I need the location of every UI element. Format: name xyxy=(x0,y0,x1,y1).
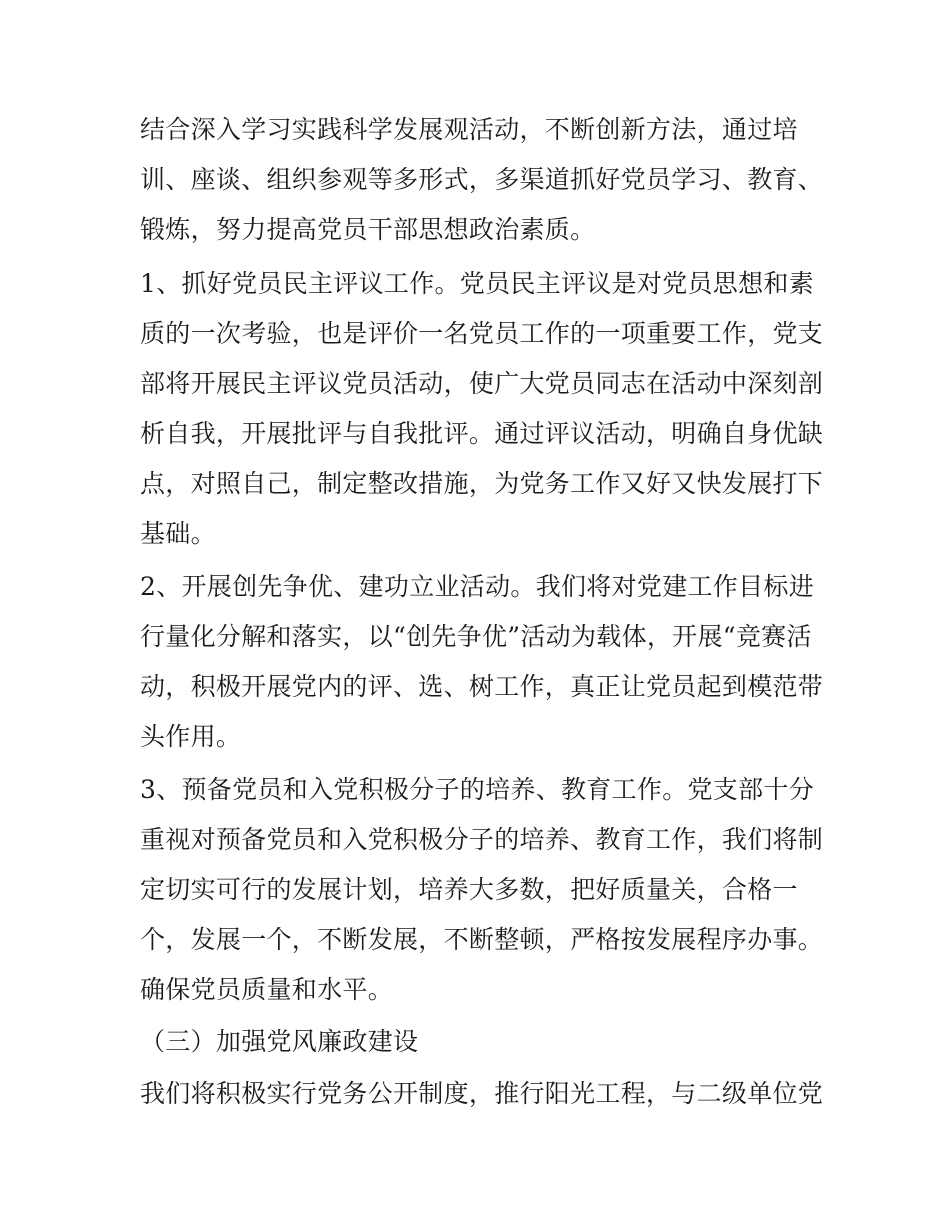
text-line-2: 训、座谈、组织参观等多形式，多渠道抓好党员学习、教育、 xyxy=(140,165,824,194)
text-line-6: 部将开展民主评议党员活动，使广大党员同志在活动中深刻剖 xyxy=(140,369,824,398)
text-line-16: 定切实可行的发展计划，培养大多数，把好质量关，合格一 xyxy=(140,875,798,904)
text-line-13: 头作用。 xyxy=(140,722,242,751)
text-line-8: 点，对照自己，制定整改措施，为党务工作又好又快发展打下 xyxy=(140,469,824,498)
text-line-18: 确保党员质量和水平。 xyxy=(140,975,394,1004)
text-line-12: 动，积极开展党内的评、选、树工作，真正让党员起到模范带 xyxy=(140,672,824,701)
text-line-5: 质的一次考验，也是评价一名党员工作的一项重要工作，党支 xyxy=(140,319,824,348)
text-line-9: 基础。 xyxy=(140,519,216,548)
text-line-20: 我们将积极实行党务公开制度，推行阳光工程，与二级单位党 xyxy=(140,1079,824,1108)
text-line-14: 3、预备党员和入党积极分子的培养、教育工作。党支部十分 xyxy=(140,775,815,804)
text-line-1: 结合深入学习实践科学发展观活动，不断创新方法，通过培 xyxy=(140,115,798,144)
text-line-3: 锻炼，努力提高党员干部思想政治素质。 xyxy=(140,215,596,244)
text-line-4: 1、抓好党员民主评议工作。党员民主评议是对党员思想和素 xyxy=(140,269,815,298)
text-line-7: 析自我，开展批评与自我批评。通过评议活动，明确自身优缺 xyxy=(140,419,824,448)
text-line-11: 行量化分解和落实，以“创先争优”活动为载体，开展“竞赛活 xyxy=(140,622,812,651)
text-line-10: 2、开展创先争优、建功立业活动。我们将对党建工作目标进 xyxy=(140,572,815,601)
section-heading: （三）加强党风廉政建设 xyxy=(140,1027,419,1056)
text-line-15: 重视对预备党员和入党积极分子的培养、教育工作，我们将制 xyxy=(140,825,824,854)
text-line-17: 个，发展一个，不断发展，不断整顿，严格按发展程序办事。 xyxy=(140,925,824,954)
